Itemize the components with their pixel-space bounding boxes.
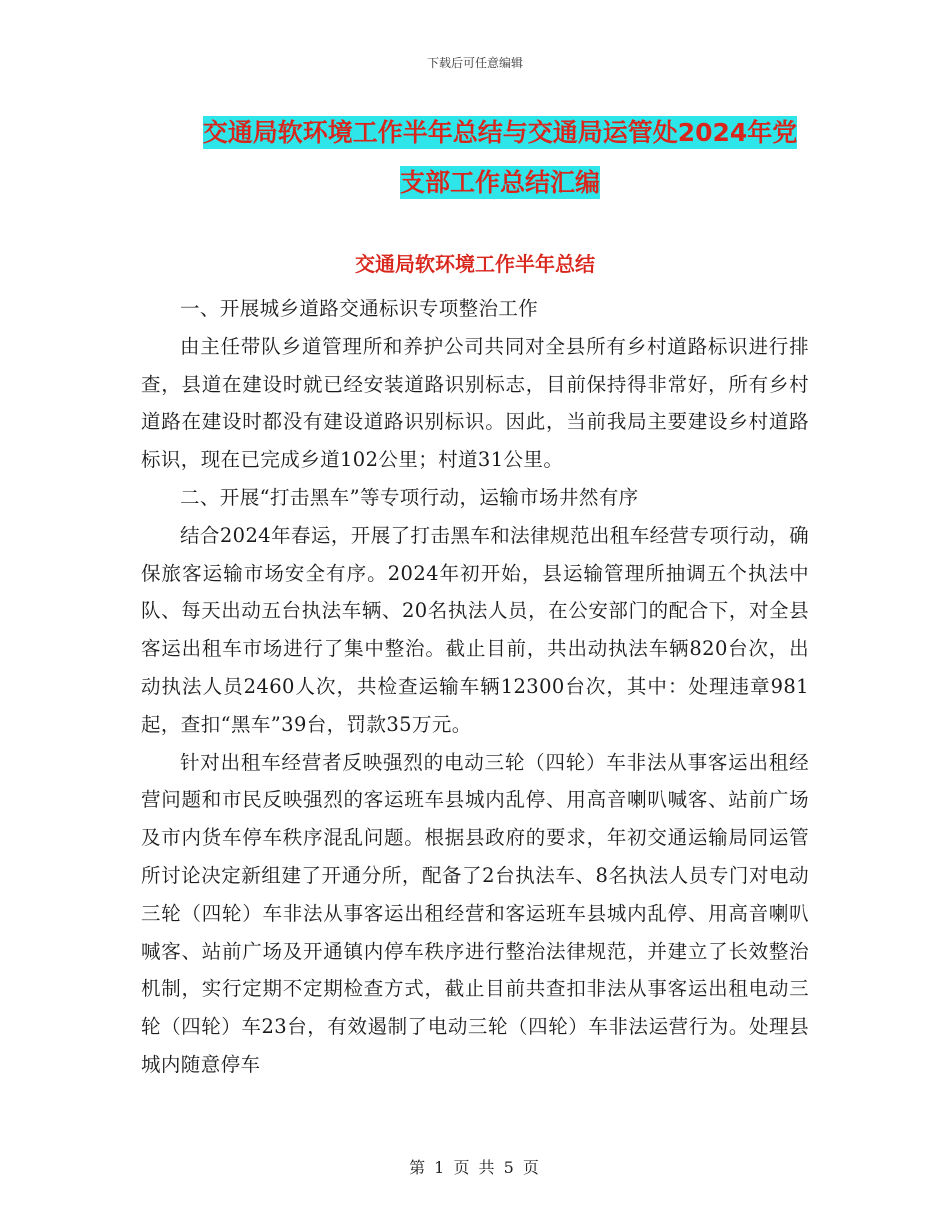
document-body [141, 290, 809, 1084]
paragraph: 针对出租车经营者反映强烈的电动三轮（四轮）车非法从事客运出租经营问题和市民反映强烈的客运班车县城内乱停、用高音喇叭喊客、站前广场及市内货车停车秩序混乱问题。根据县政府的要求，年初交通运输局同运管所讨论决定新组建了开通分所，配备了2台执法车、8名执法人员专门对电动三轮（四轮）车非法从事客运出租经营和客运班车县城内乱停、用高音喇叭喊客、站前广场及开通镇内停车秩序进行整治法律规范，并建立了长效整治机制，实行定期不定期检查方式，截止目前共查扣非法从事客运出租电动三轮（四轮）车23台，有效遏制了电动三轮（四轮）车非法运营行为。处理县城内随意停车 [141, 750, 809, 1076]
section-title: 交通局软环境工作半年总结 [355, 252, 595, 276]
document-title-line-1: 交通局软环境工作半年总结与交通局运管处2024年党 [202, 118, 798, 147]
heading-2: 二、开展“打击黑车”等专项行动，运输市场井然有序 [180, 485, 639, 509]
paragraph: 由主任带队乡道管理所和养护公司共同对全县所有乡村道路标识进行排查，县道在建设时就已经安装道路识别标志，目前保持得非常好，所有乡村道路在建设时都没有建设道路识别标识。因此，当前我局主要建设乡村道路标识，现在已完成乡道102公里；村道31公里。 [141, 334, 809, 472]
page-footer: 第 1 页 共 5 页 [409, 1158, 541, 1177]
document-title [140, 108, 860, 208]
header-note: 下载后可任意编辑 [426, 56, 523, 70]
document-title-line-2: 支部工作总结汇编 [399, 168, 600, 197]
heading-1: 一、开展城乡道路交通标识专项整治工作 [180, 297, 539, 320]
paragraph: 结合2024年春运，开展了打击黑车和法律规范出租车经营专项行动，确保旅客运输市场安全有序。2024年初开始，县运输管理所抽调五个执法中队、每天出动五台执法车辆、20名执法人员，在公安部门的配合下，对全县客运出租车市场进行了集中整治。截止目前，共出动执法车辆820台次，出动执法人员2460人次，共检查运输车辆12300台次，其中：处理违章981起，查扣“黑车”39台，罚款35万元。 [141, 523, 809, 736]
